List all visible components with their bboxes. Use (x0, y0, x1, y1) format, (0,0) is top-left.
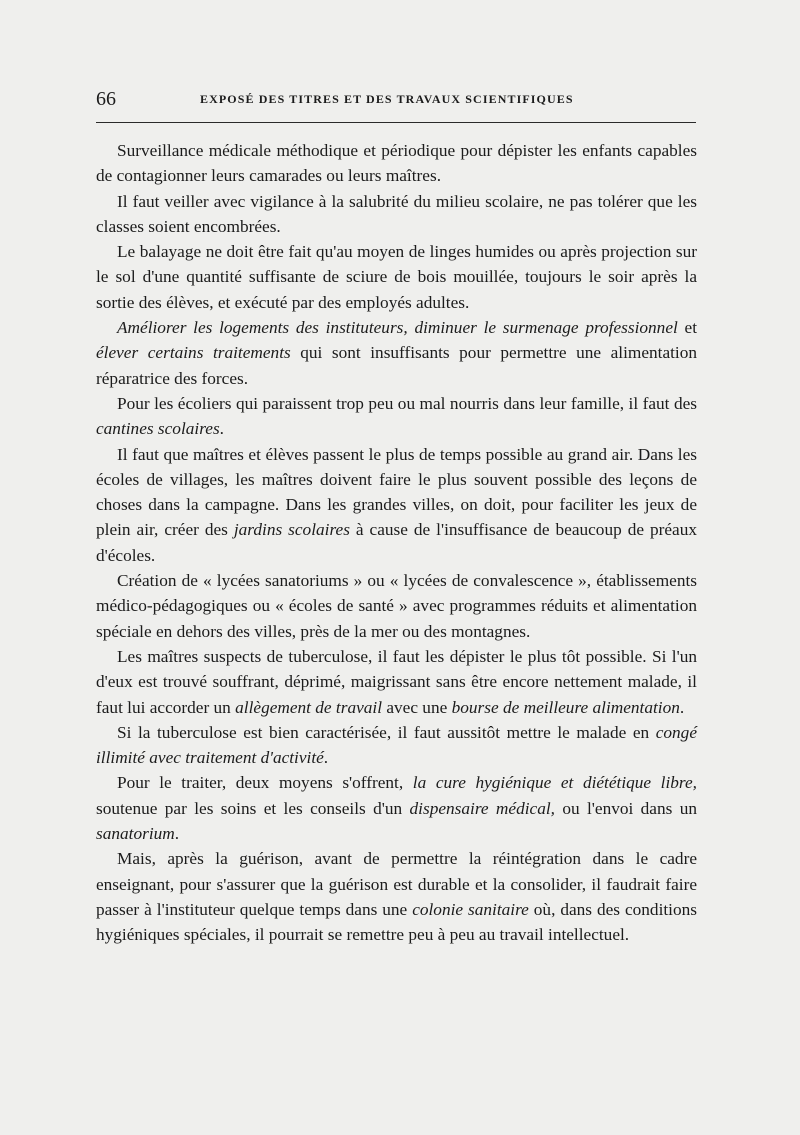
paragraph (96, 442, 697, 568)
running-header (96, 86, 696, 112)
text-segment: et (677, 318, 697, 338)
paragraph (96, 391, 697, 442)
text-segment: ou l'envoi dans un (554, 798, 697, 818)
text-segment: où, dans des conditions hygiéniques spéciales, il pourrait se remettre peu à peu au travail intellectuel. (96, 899, 697, 945)
paragraph (96, 644, 697, 720)
text-segment: Il faut veiller avec vigilance à la salubrité du milieu scolaire, ne pas tolérer que les classes soient encombrées. (96, 191, 697, 236)
text-segment: Pour le traiter, deux moyens s'offrent, (117, 773, 413, 793)
text-segment: soutenue par les soins et les conseils d'un (96, 798, 410, 818)
text-segment: . (679, 697, 685, 717)
paragraph (96, 138, 697, 189)
text-segment: Création de « lycées sanatoriums » ou « lycées de convalescence », établissements médico-pédagogiques ou « écoles de santé » avec programmes réduits et alimentation spéciale en dehors des villes, près de la mer ou des montagnes. (96, 571, 697, 641)
page-number: 66 (96, 88, 116, 110)
italic-phrase: jardins scolaires (233, 520, 350, 540)
text-segment: Les maîtres suspects de tuberculose, il faut les dépister le plus tôt possible. Si l'un d'eux est trouvé souffrant, déprimé, maigrissant sans être encore nettement malade, il faut lui accorder un (96, 646, 697, 717)
running-title: EXPOSÉ DES TITRES ET DES TRAVAUX SCIENTIFIQUES (200, 92, 574, 106)
text-segment: à cause de l'insuffisance de beaucoup de préaux d'écoles. (96, 520, 697, 565)
italic-phrase: Améliorer les logements des instituteurs, diminuer le surmenage professionnel (117, 318, 678, 338)
paragraph (96, 568, 697, 644)
text-segment: Surveillance médicale méthodique et périodique pour dépister les enfants capables de contagionner leurs camarades ou leurs maîtres. (96, 141, 697, 186)
italic-phrase: sanatorium (96, 824, 175, 844)
paragraph (96, 189, 697, 240)
italic-phrase: la cure hygiénique et diététique libre, (412, 773, 697, 793)
text-segment: Pour les écoliers qui paraissent trop peu ou mal nourris dans leur famille, il faut des (117, 393, 697, 413)
text-segment: Si la tuberculose est bien caractérisée, il faut aussitôt mettre le malade en (117, 722, 656, 742)
italic-phrase: élever certains traitements (96, 343, 291, 363)
text-segment: Mais, après la guérison, avant de permettre la réintégration dans le cadre enseignant, pour s'assurer que la guérison est durable et la consolider, il faudrait faire passer à l'instituteur quelque temps dans une (96, 849, 697, 919)
italic-phrase: bourse de meilleure alimentation (451, 697, 680, 717)
paragraph (96, 770, 697, 846)
text-segment: . (219, 419, 224, 439)
italic-phrase: cantines scolaires (96, 419, 220, 439)
header-rule (96, 122, 696, 123)
text-segment: qui sont insuffisants pour permettre une alimentation réparatrice des forces. (96, 343, 698, 388)
text-segment: . (323, 748, 329, 768)
text-segment: . (174, 824, 180, 844)
italic-phrase: dispensaire médical, (409, 798, 555, 818)
italic-phrase: colonie sanitaire (412, 899, 529, 919)
body-text (96, 138, 697, 948)
paragraph (96, 846, 697, 947)
text-segment: Le balayage ne doit être fait qu'au moyen de linges humides ou après projection sur le sol d'une quantité suffisante de sciure de bois mouillée, toujours le soir après la sortie des élèves, et exécuté par des employés adultes. (96, 242, 697, 312)
italic-phrase: allègement de travail (235, 697, 383, 717)
paragraph (96, 315, 697, 391)
text-segment: avec une (382, 697, 452, 717)
paragraph (96, 239, 697, 315)
italic-phrase: congé illimité avec traitement d'activité (96, 722, 697, 768)
paragraph (96, 720, 697, 771)
text-segment: Il faut que maîtres et élèves passent le plus de temps possible au grand air. Dans les écoles de villages, les maîtres doivent faire le plus souvent possible des leçons de choses dans la campagne. Dans les grandes villes, on doit, pour faciliter les jeux de plein air, créer des (96, 444, 697, 540)
